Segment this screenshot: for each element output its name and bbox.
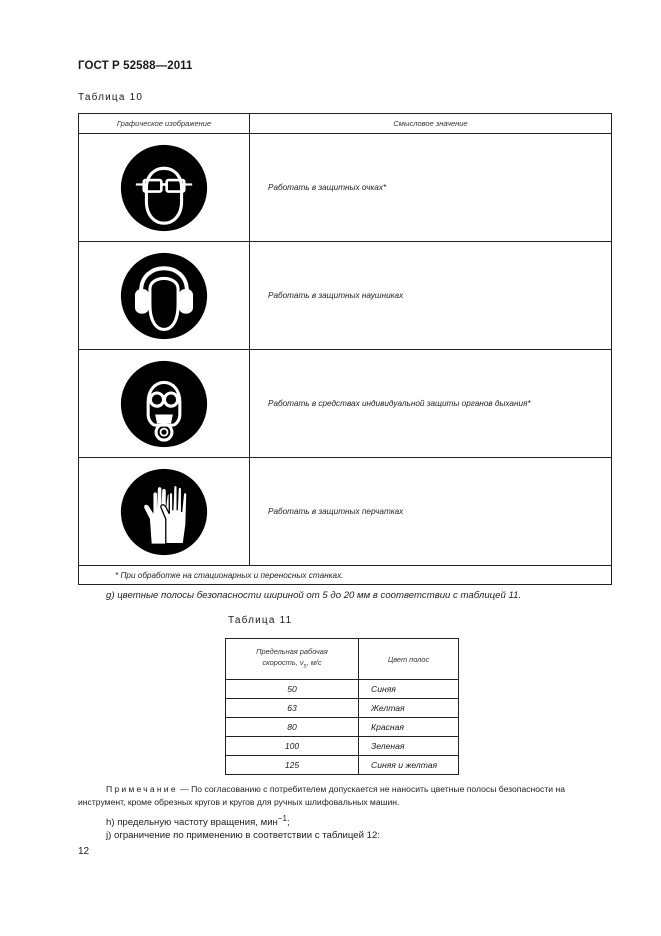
item-h-superscript: −1 <box>277 814 287 823</box>
table-10 <box>78 113 612 585</box>
document-header: ГОСТ Р 52588—2011 <box>78 60 193 72</box>
table-row <box>79 458 612 566</box>
meaning-text: Работать в защитных перчатках <box>250 458 612 566</box>
speed-cell: 50 <box>226 680 359 699</box>
speed-cell: 63 <box>226 699 359 718</box>
table-row <box>79 242 612 350</box>
table-row <box>79 350 612 458</box>
table-row <box>226 680 459 699</box>
paragraph-g: g) цветные полосы безопасности шириной от 5 до 20 мм в соответствии с таблицей 11. <box>106 590 522 601</box>
safety-goggles-sign-icon <box>120 144 208 232</box>
color-cell: Синяя <box>359 680 459 699</box>
speed-cell: 125 <box>226 756 359 775</box>
sign-cell <box>79 458 250 566</box>
list-item-j: j) ограничение по применению в соответствии с таблицей 12: <box>106 830 380 841</box>
note-paragraph <box>78 783 614 809</box>
color-cell: Желтая <box>359 699 459 718</box>
speed-header-prefix: скорость, <box>262 658 300 668</box>
column-header-image: Графическое изображение <box>79 114 250 134</box>
table-header-row <box>226 639 459 680</box>
respirator-sign-icon <box>120 360 208 448</box>
table-10-caption: Таблица 10 <box>78 92 144 103</box>
note-text: — По согласованию с потребителем допускается не наносить цветные полосы безопасности на инструмент, кроме обрезных кругов и кругов для ручных шлифовальных машин. <box>78 784 566 807</box>
color-cell: Зеленая <box>359 737 459 756</box>
list-item-h <box>106 814 290 828</box>
speed-cell: 80 <box>226 718 359 737</box>
table-11 <box>225 638 459 775</box>
table-footnote-row <box>79 566 612 585</box>
sign-cell <box>79 134 250 242</box>
speed-cell: 100 <box>226 737 359 756</box>
sign-cell <box>79 242 250 350</box>
page-number: 12 <box>78 846 90 857</box>
ear-muffs-sign-icon <box>120 252 208 340</box>
table-row <box>226 699 459 718</box>
table-footnote: * При обработке на стационарных и переносных станках. <box>79 566 612 585</box>
column-header-speed <box>226 639 359 680</box>
color-cell: Красная <box>359 718 459 737</box>
table-header-row <box>79 114 612 134</box>
table-row <box>226 737 459 756</box>
meaning-text: Работать в защитных наушниках <box>250 242 612 350</box>
table-row <box>226 756 459 775</box>
table-row <box>79 134 612 242</box>
note-label: Примечание <box>106 784 178 794</box>
speed-header-variable: v <box>299 658 304 668</box>
protective-gloves-sign-icon <box>120 468 208 556</box>
speed-header-line1: Предельная рабочая <box>256 647 328 657</box>
speed-header-subscript: s <box>303 662 307 670</box>
table-11-caption: Таблица 11 <box>228 615 293 626</box>
meaning-text: Работать в средствах индивидуальной защиты органов дыхания* <box>250 350 612 458</box>
meaning-text: Работать в защитных очках* <box>250 134 612 242</box>
column-header-meaning: Смысловое значение <box>250 114 612 134</box>
color-cell: Синяя и желтая <box>359 756 459 775</box>
table-row <box>226 718 459 737</box>
speed-header-unit: , м/с <box>306 658 322 668</box>
sign-cell <box>79 350 250 458</box>
column-header-color: Цвет полос <box>359 639 459 680</box>
item-h-end: ; <box>286 817 290 829</box>
item-h-text: h) предельную частоту вращения, мин <box>106 817 278 829</box>
